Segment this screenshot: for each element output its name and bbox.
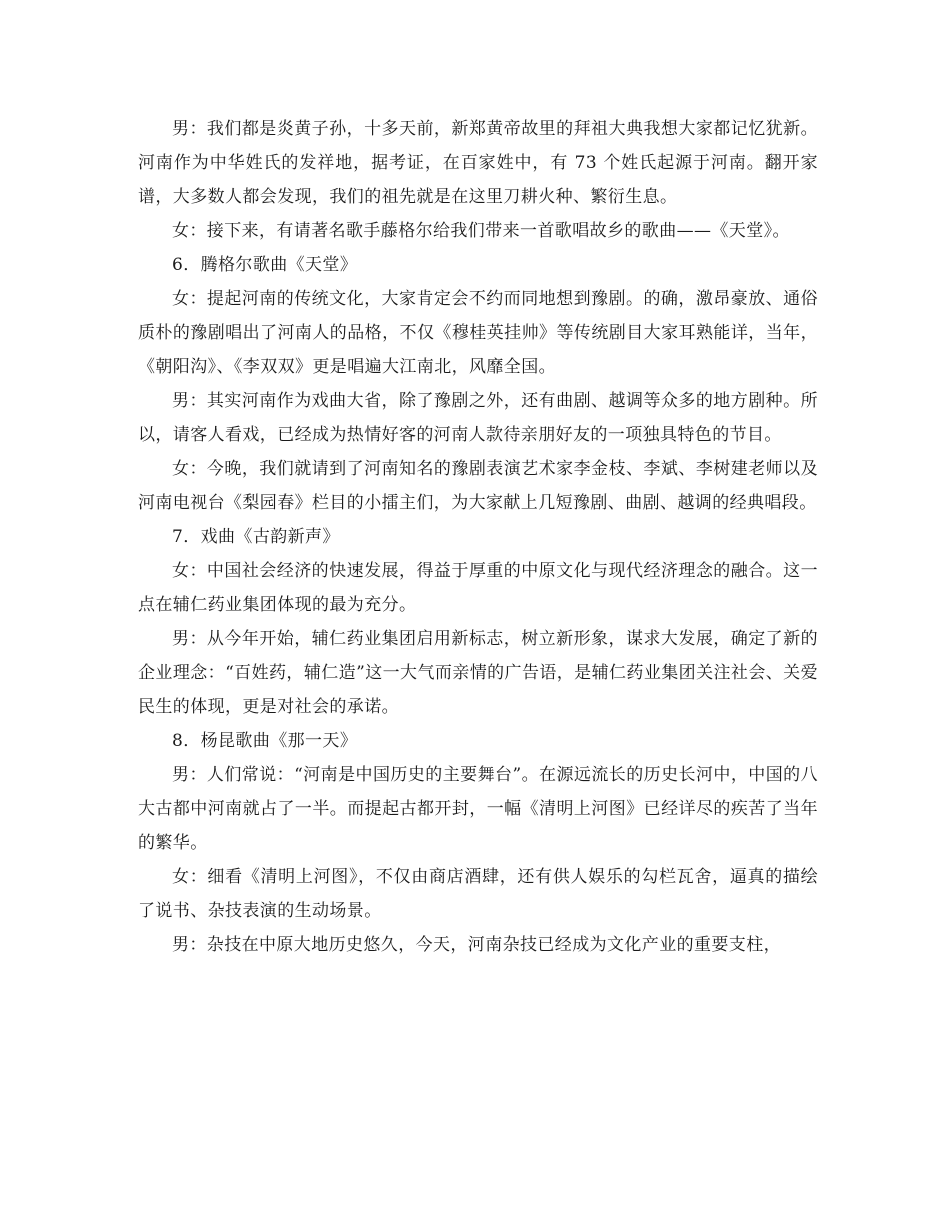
paragraph: 女：细看《清明上河图》，不仅由商店酒肆，还有供人娱乐的勾栏瓦舍，逼真的描绘了说书、杂技表演的生动场景。 [138,867,818,921]
section-heading: 6．腾格尔歌曲《天堂》 [172,255,358,275]
paragraph: 男：我们都是炎黄子孙，十多天前，新郑黄帝故里的拜祖大典我想大家都记忆犹新。河南作为中华姓氏的发祥地，据考证，在百家姓中，有 73 个姓氏起源于河南。翻开家谱，大多数人都会发现，我们的祖先就是在这里刀耕火种、繁衍生息。 [138,119,818,207]
paragraph: 女：提起河南的传统文化，大家肯定会不约而同地想到豫剧。的确，激昂豪放、通俗质朴的豫剧唱出了河南人的品格，不仅《穆桂英挂帅》等传统剧目大家耳熟能详，当年，《朝阳沟》、《李双双》更是唱遍大江南北，风靡全国。 [138,289,818,377]
paragraph: 男：从今年开始，辅仁药业集团启用新标志，树立新形象，谋求大发展，确定了新的企业理念：“百姓药，辅仁造”这一大气而亲情的广告语，是辅仁药业集团关注社会、关爱民生的体现，更是对社会的承诺。 [138,629,818,717]
paragraph: 女：中国社会经济的快速发展，得益于厚重的中原文化与现代经济理念的融合。这一点在辅仁药业集团体现的最为充分。 [138,561,818,615]
paragraph: 男：人们常说：“河南是中国历史的主要舞台”。在源远流长的历史长河中，中国的八大古都中河南就占了一半。而提起古都开封，一幅《清明上河图》已经详尽的疾苦了当年的繁华。 [138,765,818,853]
section-heading: 8．杨昆歌曲《那一天》 [172,731,358,751]
paragraph: 男：杂技在中原大地历史悠久，今天，河南杂技已经成为文化产业的重要支柱， [172,935,781,955]
section-heading: 7．戏曲《古韵新声》 [172,527,340,547]
paragraph: 女：接下来，有请著名歌手藤格尔给我们带来一首歌唱故乡的歌曲——《天堂》。 [172,221,790,241]
paragraph: 男：其实河南作为戏曲大省，除了豫剧之外，还有曲剧、越调等众多的地方剧种。所以，请客人看戏，已经成为热情好客的河南人款待亲朋好友的一项独具特色的节目。 [138,391,818,445]
document-page [138,112,818,962]
paragraph: 女：今晚，我们就请到了河南知名的豫剧表演艺术家李金枝、李斌、李树建老师以及河南电视台《梨园春》栏目的小擂主们，为大家献上几短豫剧、曲剧、越调的经典唱段。 [138,459,818,513]
